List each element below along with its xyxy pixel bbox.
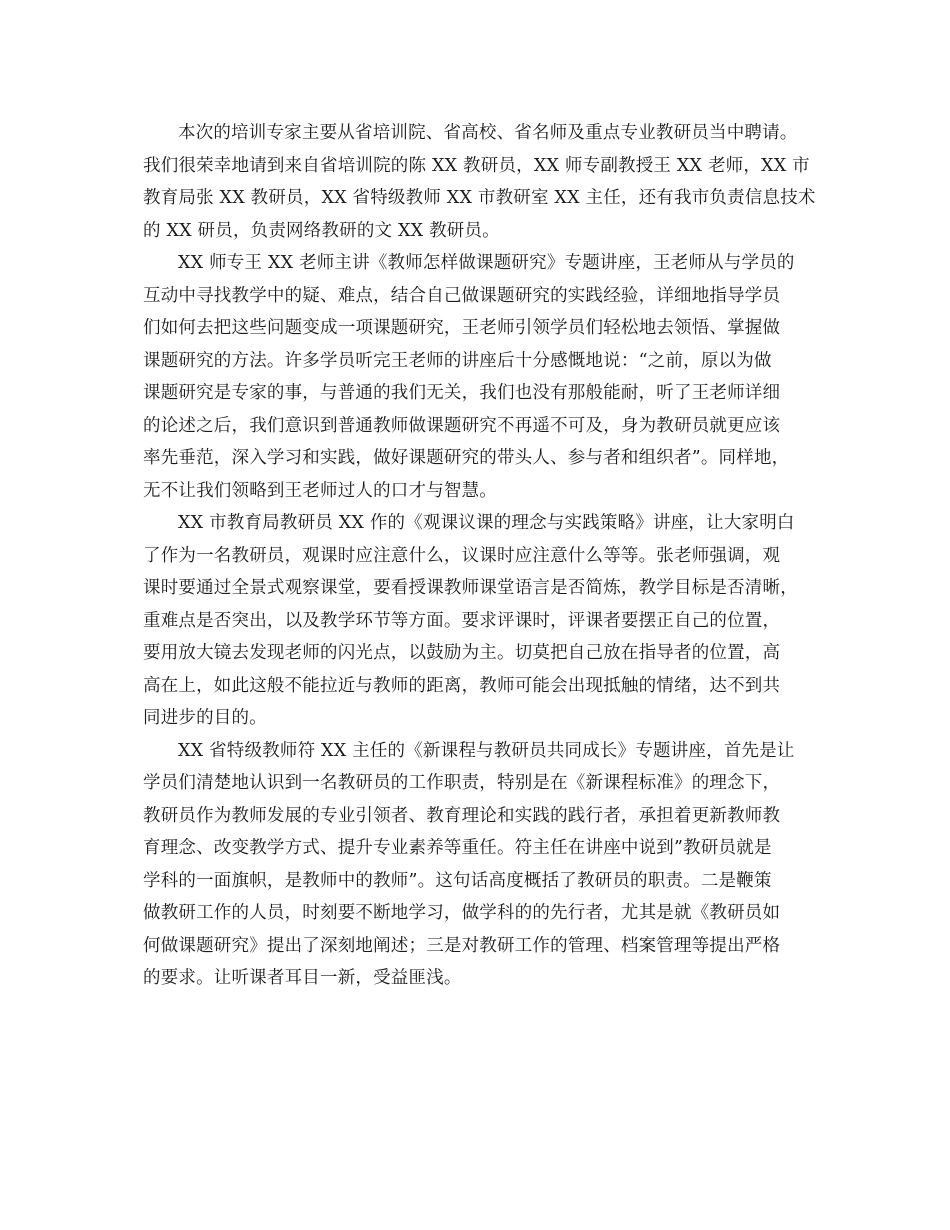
text-line: 学科的一面旗帜，是教师中的教师”。这句话高度概括了教研员的职责。二是鞭策 (143, 870, 772, 891)
text-line: XX 师专王 XX 老师主讲《教师怎样做课题研究》专题讲座，王老师从与学员的 (178, 253, 795, 273)
text-line: 同进步的目的。 (143, 708, 267, 728)
text-line: 高在上，如此这般不能拉近与教师的距离，教师可能会出现抵触的情绪，达不到共 (143, 675, 781, 696)
text-line: XX 市教育局教研员 XX 作的《观课议课的理念与实践策略》讲座，让大家明白 (178, 513, 795, 533)
text-line: 课题研究的方法。许多学员听完王老师的讲座后十分感慨地说：“之前，原以为做 (143, 350, 772, 371)
paragraph-4 (143, 735, 813, 995)
text-line: 的 XX 研员，负责网络教研的文 XX 教研员。 (143, 220, 500, 241)
paragraph-2 (143, 247, 813, 507)
text-line: 我们很荣幸地请到来自省培训院的陈 XX 教研员，XX 师专副教授王 XX 老师，XX 市 (143, 155, 810, 176)
text-line: 何做课题研究》提出了深刻地阐述；三是对教研工作的管理、档案管理等提出严格 (143, 935, 781, 956)
text-line: 无不让我们领略到王老师过人的口才与智慧。 (143, 480, 497, 501)
text-line: 育理念、改变教学方式、提升专业素养等重任。符主任在讲座中说到”教研员就是 (143, 838, 772, 858)
text-line: 的要求。让听课者耳目一新，受益匪浅。 (143, 968, 462, 988)
text-line: 教育局张 XX 教研员，XX 省特级教师 XX 市教研室 XX 主任，还有我市负责信息技术 (143, 188, 816, 208)
text-line: 本次的培训专家主要从省培训院、省高校、省名师及重点专业教研员当中聘请。 (178, 123, 798, 143)
paragraph-3 (143, 507, 813, 735)
text-line: 教研员作为教师发展的专业引领者、教育理论和实践的践行者，承担着更新教师教 (143, 805, 781, 826)
text-line: 的论述之后，我们意识到普通教师做课题研究不再遥不可及，身为教研员就更应该 (143, 415, 781, 436)
text-line: 重难点是否突出，以及教学环节等方面。要求评课时，评课者要摆正自己的位置， (143, 610, 781, 631)
text-line: XX 省特级教师符 XX 主任的《新课程与教研员共同成长》专题讲座，首先是让 (178, 740, 795, 761)
text-line: 课时要通过全景式观察课堂，要看授课教师课堂语言是否简炼，教学目标是否清晰， (143, 578, 798, 598)
text-line: 做教研工作的人员，时刻要不断地学习，做学科的的先行者，尤其是就《教研员如 (143, 903, 781, 923)
text-line: 学员们清楚地认识到一名教研员的工作职责，特别是在《新课程标准》的理念下， (143, 773, 781, 793)
text-line: 们如何去把这些问题变成一项课题研究，王老师引领学员们轻松地去领悟、掌握做 (143, 318, 781, 338)
text-line: 互动中寻找教学中的疑、难点，结合自己做课题研究的实践经验，详细地指导学员 (143, 285, 781, 306)
text-line: 课题研究是专家的事，与普通的我们无关，我们也没有那般能耐，听了王老师详细 (143, 383, 781, 403)
paragraph-1 (143, 117, 816, 247)
text-line: 率先垂范，深入学习和实践，做好课题研究的带头人、参与者和组织者”。同样地， (143, 448, 790, 468)
document-body (143, 117, 816, 995)
text-line: 要用放大镜去发现老师的闪光点，以鼓励为主。切莫把自己放在指导者的位置，高 (143, 643, 781, 663)
text-line: 了作为一名教研员，观课时应注意什么，议课时应注意什么等等。张老师强调，观 (143, 545, 781, 566)
